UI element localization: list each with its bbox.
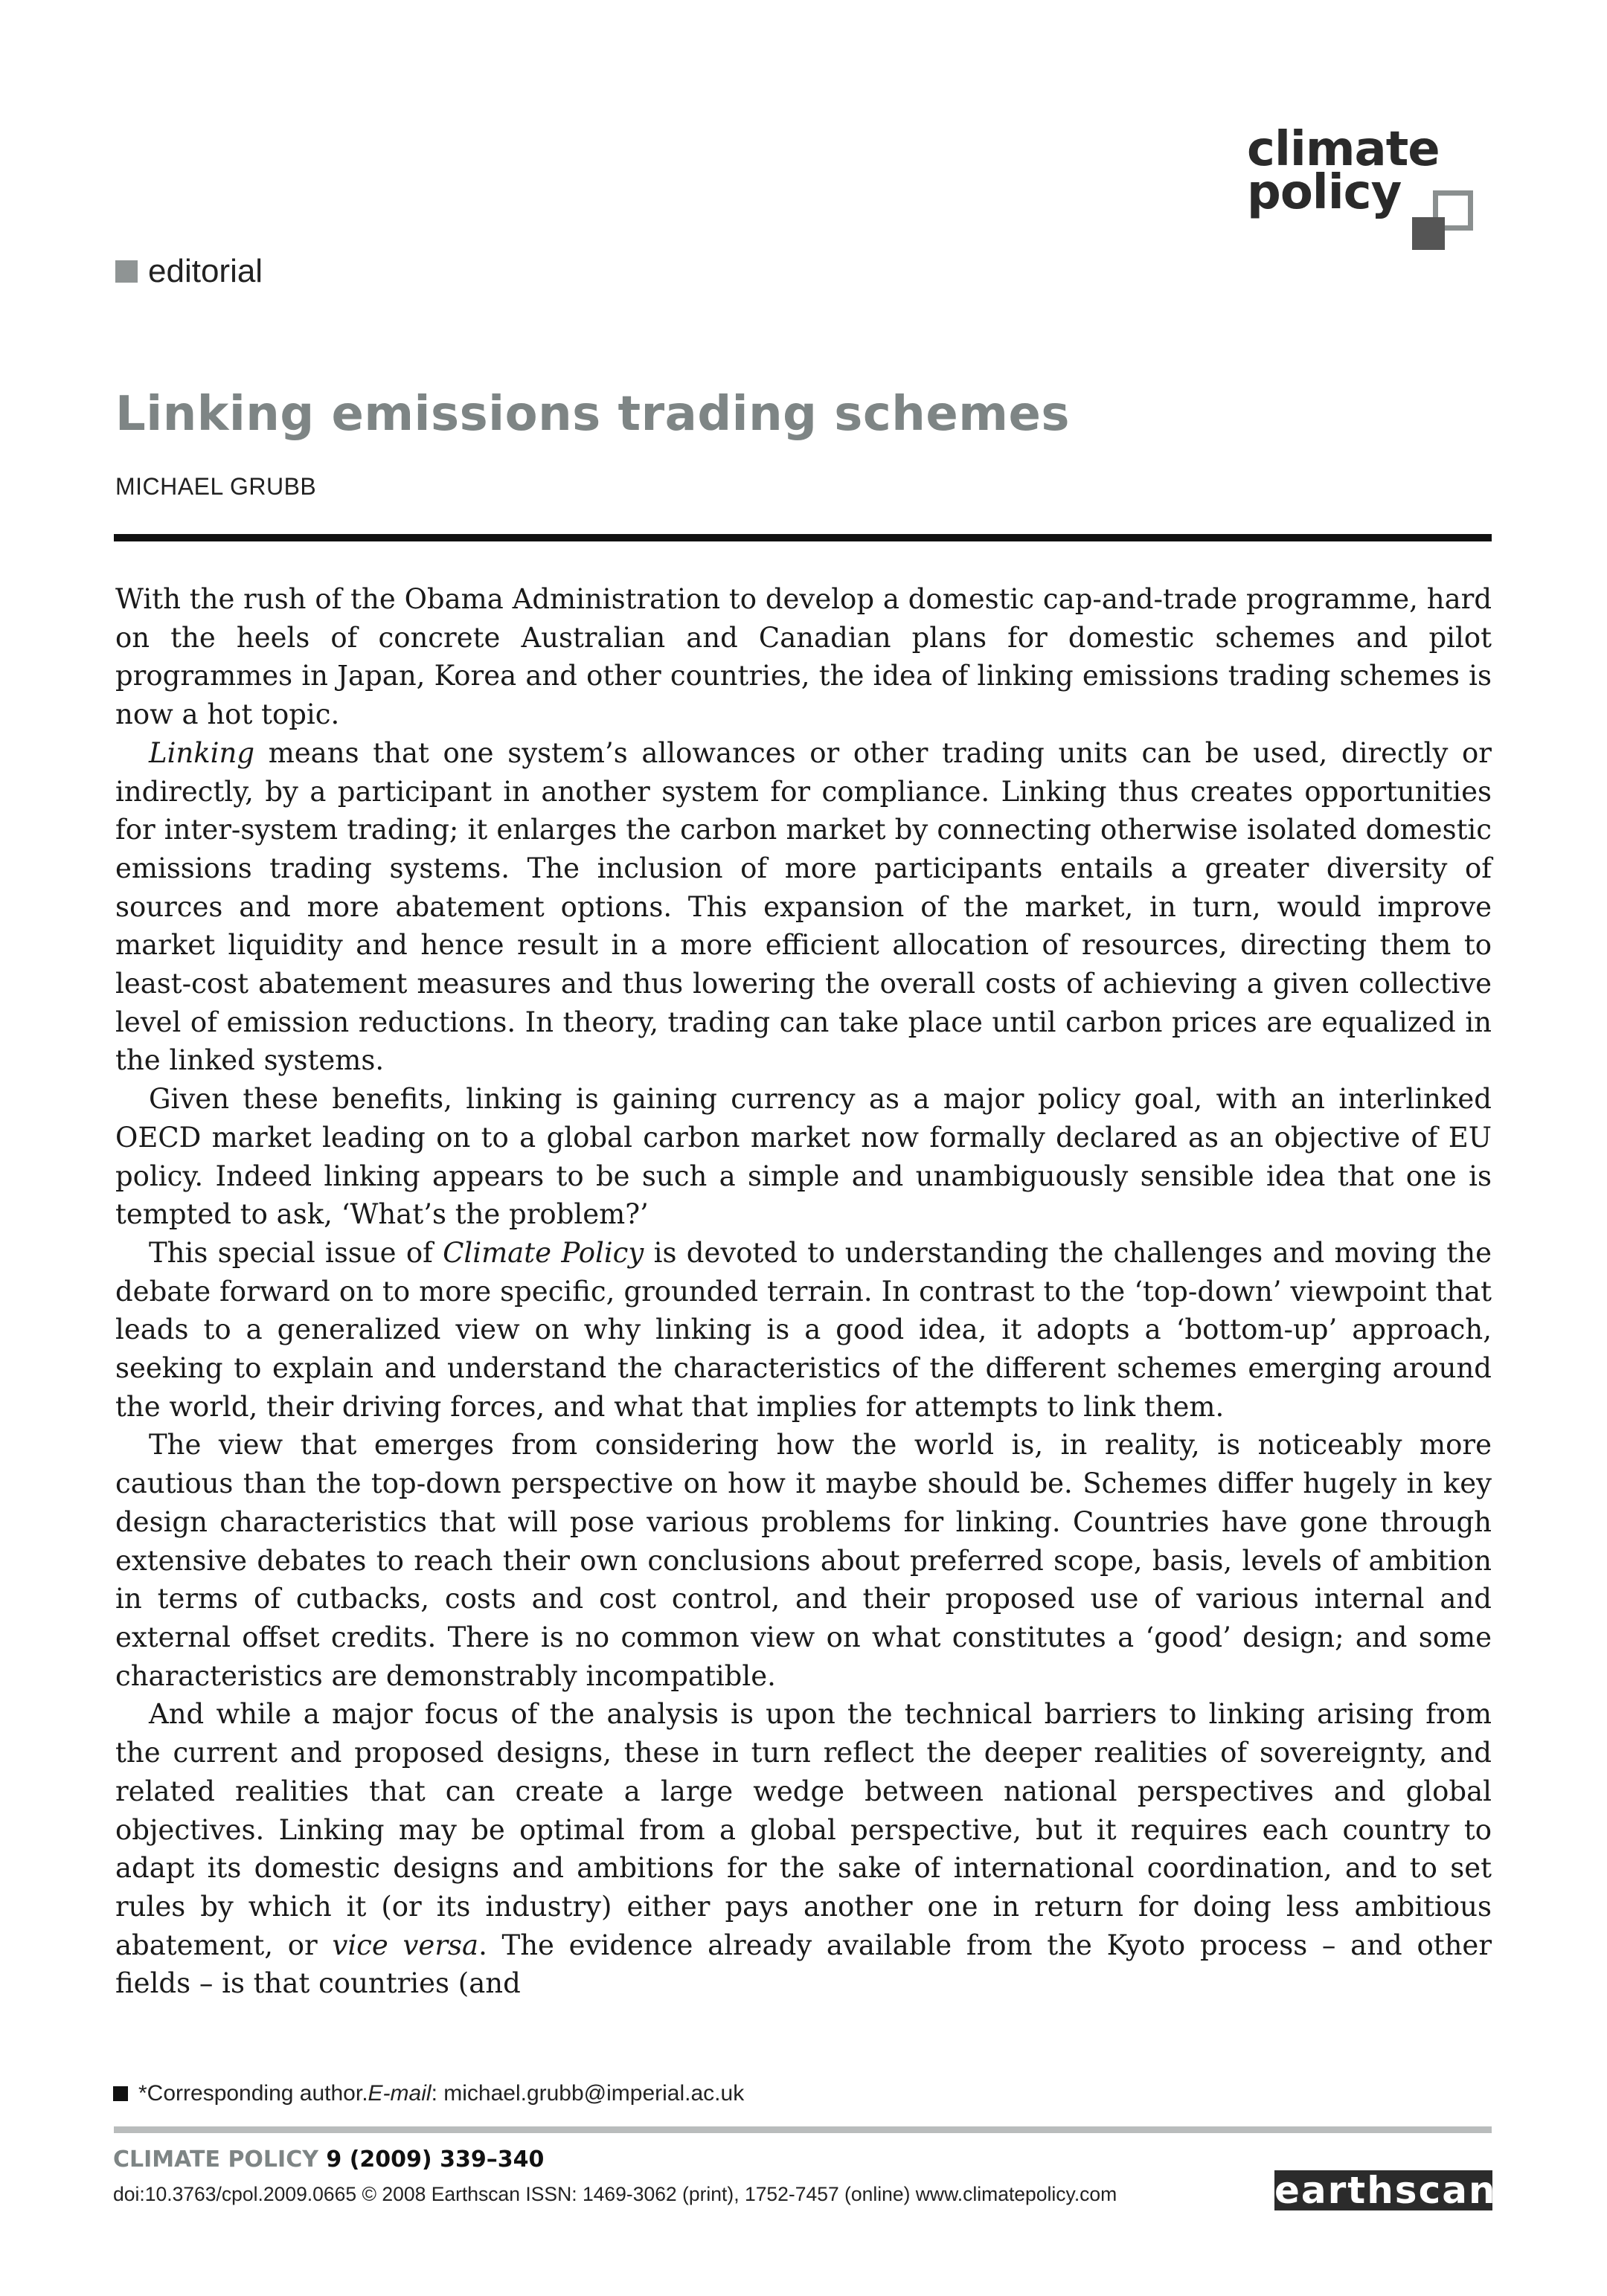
article-body xyxy=(115,580,1492,2003)
footer-rule xyxy=(114,2126,1492,2133)
section-square-icon xyxy=(115,260,138,283)
footnote xyxy=(113,2081,744,2106)
paragraph-5: The view that emerges from considering how the world is, in reality, is noticeably more cautious than the top-down perspective on how it maybe should be. Schemes differ hugely in key design characteristics that will pose various problems for linking. Countries have gone through extensive debates to reach their own conclusions about preferred scope, basis, levels of ambition in terms of cutbacks, costs and cost control, and their proposed use of various internal and external offset credits. There is no common view on what constitutes a ‘good’ design; and some characteristics are demonstrably incompatible. xyxy=(115,1429,1492,1692)
paragraph-6-text-after: . The evidence already available from the Kyoto process – and other fields – is that countries (and xyxy=(115,1929,1492,2000)
paragraph-4-text-before: This special issue of xyxy=(149,1236,443,1269)
paragraph-2 xyxy=(115,734,1492,1080)
section-label xyxy=(115,253,263,290)
paragraph-2-lead: Linking xyxy=(149,736,255,769)
paragraph-3: Given these benefits, linking is gaining currency as a major policy goal, with an interlinked OECD market leading on to a global carbon market now formally declared as an objective of EU policy. Indeed linking appears to be such a simple and unambiguously sensible idea that one is tempted to ask, ‘What’s the problem?’ xyxy=(115,1083,1492,1231)
header-rule xyxy=(114,534,1492,541)
paragraph-6-italic: vice versa xyxy=(332,1929,479,1961)
paragraph-4-text-after: is devoted to understanding the challenges and moving the debate forward on to more specific, grounded terrain. In contrast to the ‘top-down’ viewpoint that leads to a generalized view on why linking is a good idea, it adopts a ‘bottom-up’ approach, seeking to explain and understand the characteristics of the different schemes emerging around the world, their driving forces, and what that implies for attempts to link them. xyxy=(115,1236,1492,1423)
doi-line: doi:10.3763/cpol.2009.0665 © 2008 Earthscan ISSN: 1469-3062 (print), 1752-7457 (online) www.climatepolicy.com xyxy=(113,2183,1117,2205)
publisher-name: earthscan xyxy=(1274,2169,1497,2212)
publisher-logo xyxy=(1271,2169,1497,2212)
paragraph-4 xyxy=(115,1234,1492,1427)
paragraph-2-text: means that one system’s allowances or other trading units can be used, directly or indirectly, by a participant in another system for compliance. Linking thus creates opportunities for inter-system trading; it enlarges the carbon market by connecting otherwise isolated domestic emissions trading systems. The inclusion of more participants entails a greater diversity of sources and more abatement options. This expansion of the market, in turn, would improve market liquidity and hence result in a more efficient allocation of resources, directing them to least-cost abatement measures and thus lowering the overall costs of achieving a given collective level of emission reductions. In theory, trading can take place until carbon prices are equalized in the linked systems. xyxy=(115,736,1492,1077)
journal-citation xyxy=(113,2147,544,2173)
logo-filled-square xyxy=(1412,217,1445,250)
journal-name: CLIMATE POLICY xyxy=(113,2147,318,2173)
footnote-square-icon xyxy=(113,2086,128,2101)
logo-squares-icon xyxy=(1412,190,1476,254)
footnote-prefix: *Corresponding author. xyxy=(138,2081,368,2106)
paragraph-4-journal-name: Climate Policy xyxy=(443,1236,644,1269)
author-name: MICHAEL GRUBB xyxy=(115,473,317,500)
paragraph-6-text-before: And while a major focus of the analysis is upon the technical barriers to linking arising from the current and proposed designs, these in turn reflect the deeper realities of sovereignty, and related realities that can create a large wedge between national perspectives and global objectives. Linking may be optimal from a global perspective, but it requires each country to adapt its domestic designs and ambitions for the sake of international coordination, and to set rules by which it (or its industry) either pays another one in return for doing less ambitious abatement, or xyxy=(115,1698,1492,1961)
journal-volume: 9 (2009) 339–340 xyxy=(318,2147,545,2173)
logo-word-climate: climate xyxy=(1247,122,1440,177)
section-label-text: editorial xyxy=(148,253,263,289)
paragraph-6 xyxy=(115,1695,1492,2003)
journal-logo xyxy=(1247,122,1485,254)
footnote-email: : michael.grubb@imperial.ac.uk xyxy=(431,2081,745,2106)
logo-word-policy: policy xyxy=(1247,165,1402,220)
footnote-email-label: E-mail xyxy=(368,2081,432,2106)
paragraph-1: With the rush of the Obama Administration to develop a domestic cap-and-trade programme, hard on the heels of concrete Australian and Canadian plans for domestic schemes and pilot programmes in Japan, Korea and other countries, the idea of linking emissions trading schemes is now a hot topic. xyxy=(115,583,1492,731)
article-title: Linking emissions trading schemes xyxy=(115,387,1070,442)
